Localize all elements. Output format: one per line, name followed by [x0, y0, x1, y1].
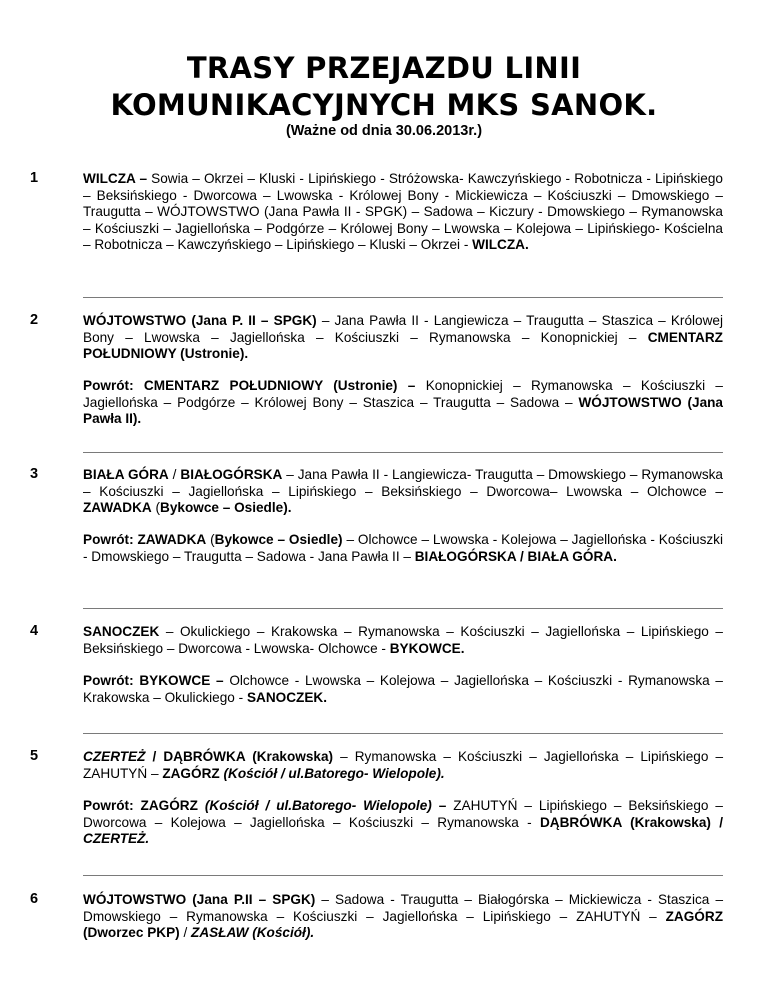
text-segment: (Kościół / ul.Batorego- Wielopole)	[204, 798, 432, 813]
text-segment: CZERTEŻ	[83, 749, 146, 764]
route-description	[83, 892, 723, 942]
route-description	[83, 313, 723, 363]
text-segment: Bykowce – Osiedle)	[214, 532, 343, 547]
route-number: 2	[30, 312, 39, 328]
text-segment: Powrót: ZAWADKA	[83, 532, 207, 547]
text-segment: WÓJTOWSTWO (Jana P.II – SPGK)	[83, 892, 316, 907]
text-segment: /	[179, 925, 192, 941]
text-segment: /	[710, 814, 723, 830]
text-segment: ZAHUTYŃ – Lipińskiego – Beksińskiego – Dworcowa – Kolejowa – Jagiellońska – Kościuszki – Rymanowska -	[83, 798, 723, 830]
text-segment: Sowia – Okrzei – Kluski - Lipińskiego - Stróżowska- Kawczyńskiego - Robotnicza - Lipińskiego – Beksińskiego - Dworcowa – Lwowska - Królowej Bony - Mickiewicza – Kościuszki – Dmowskiego – Traugutta – WÓJTOWSTWO (Jana Pawła II - SPGK) – Sadowa – Kiczury - Dmowskiego – Rymanowska – Kościuszki – Jagiellońska – Podgórze – Królowej Bony – Lwowska – Kolejowa – Lipińskiego- Kościelna – Robotnicza – Kawczyńskiego – Lipińskiego – Kluski – Okrzei -	[83, 171, 723, 253]
divider	[83, 297, 723, 298]
text-segment: DĄBRÓWKA (Krakowska)	[539, 814, 711, 830]
divider	[83, 608, 723, 609]
route-description	[83, 171, 723, 254]
text-segment: WILCZA –	[83, 171, 148, 186]
text-segment: Konopnickiej – Rymanowska – Kościuszki – Jagiellońska – Podgórze – Królowej Bony – Staszica – Traugutta – Sadowa –	[83, 378, 723, 410]
text-segment: (	[206, 532, 215, 547]
text-segment: Olchowce - Lwowska – Kolejowa – Jagiellońska – Kościuszki - Rymanowska – Krakowska – Okulickiego -	[83, 673, 723, 705]
return-route-description	[83, 532, 723, 565]
route-description	[83, 467, 723, 517]
text-segment: ZAWADKA	[83, 500, 152, 516]
text-segment: /	[145, 749, 164, 764]
text-segment: (	[151, 500, 161, 516]
text-segment: WILCZA.	[472, 237, 529, 253]
text-segment: DĄBRÓWKA (Krakowska)	[163, 749, 334, 764]
text-segment: Bykowce – Osiedle).	[160, 500, 292, 516]
text-segment: ZAGÓRZ	[162, 765, 220, 781]
title-line-1: TRASY PRZEJAZDU LINII	[186, 51, 582, 85]
divider	[83, 875, 723, 876]
return-route-description	[83, 673, 723, 706]
validity-date: (Ważne od dnia 30.06.2013r.)	[285, 123, 483, 139]
text-segment: BYKOWCE.	[389, 640, 465, 656]
text-segment: – Rymanowska – Kościuszki – Jagiellońska – Lipińskiego – ZAHUTYŃ –	[83, 749, 723, 781]
text-segment: BIAŁA GÓRA	[83, 467, 169, 482]
text-segment: /	[168, 467, 181, 482]
return-route-description	[83, 378, 723, 428]
text-segment: SANOCZEK.	[246, 689, 328, 705]
text-segment: BIAŁOGÓRSKA / BIAŁA GÓRA.	[414, 548, 617, 564]
route-description	[83, 624, 723, 657]
text-segment: – Okulickiego – Krakowska – Rymanowska – Kościuszki – Jagiellońska – Lipińskiego – Beksińskiego – Dworcowa - Lwowska- Olchowce -	[83, 624, 723, 656]
route-number: 1	[30, 170, 39, 186]
title-line-2: KOMUNIKACYJNYCH MKS SANOK.	[110, 88, 658, 122]
text-segment: CMENTARZ POŁUDNIOWY (Ustronie).	[83, 329, 723, 362]
route-description	[83, 749, 723, 782]
text-segment: ZASŁAW (Kościół).	[191, 925, 315, 941]
text-segment: CZERTEŻ.	[83, 831, 150, 847]
text-segment: –	[431, 798, 447, 813]
text-segment: ZAGÓRZ (Dworzec PKP)	[83, 908, 723, 941]
divider	[83, 452, 723, 453]
text-segment: Powrót: ZAGÓRZ	[83, 798, 205, 813]
text-segment: – Jana Pawła II - Langiewicza – Traugutta – Staszica – Królowej Bony – Lwowska – Jagiellońska – Kościuszki – Rymanowska – Konopnickiej –	[83, 313, 723, 345]
text-segment: BIAŁOGÓRSKA	[180, 467, 283, 482]
text-segment: SANOCZEK	[83, 624, 160, 639]
divider	[83, 733, 723, 734]
text-segment: Powrót: CMENTARZ POŁUDNIOWY (Ustronie) –	[83, 378, 416, 393]
return-route-description	[83, 798, 723, 848]
text-segment: WÓJTOWSTWO (Jana Pawła II).	[83, 394, 723, 427]
route-number: 3	[30, 466, 39, 482]
text-segment: – Sadowa - Traugutta – Białogórska – Mickiewicza - Staszica – Dmowskiego – Rymanowska – Kościuszki – Jagiellońska – Lipińskiego – ZAHUTYŃ –	[83, 892, 724, 924]
route-number: 5	[30, 748, 39, 764]
text-segment: – Jana Pawła II - Langiewicza- Traugutta – Dmowskiego – Rymanowska – Kościuszki – Jagiellońska – Lipińskiego – Beksińskiego – Dworcowa– Lwowska – Olchowce –	[83, 467, 723, 499]
route-number: 4	[30, 623, 39, 639]
text-segment: – Olchowce – Lwowska - Kolejowa – Jagiellońska - Kościuszki - Dmowskiego – Traugutta – Sadowa - Jana Pawła II –	[83, 532, 723, 564]
text-segment: (Kościół / ul.Batorego- Wielopole).	[219, 765, 445, 781]
text-segment: WÓJTOWSTWO (Jana P. II – SPGK)	[83, 313, 317, 328]
text-segment: Powrót: BYKOWCE –	[83, 673, 224, 688]
route-number: 6	[30, 891, 39, 907]
